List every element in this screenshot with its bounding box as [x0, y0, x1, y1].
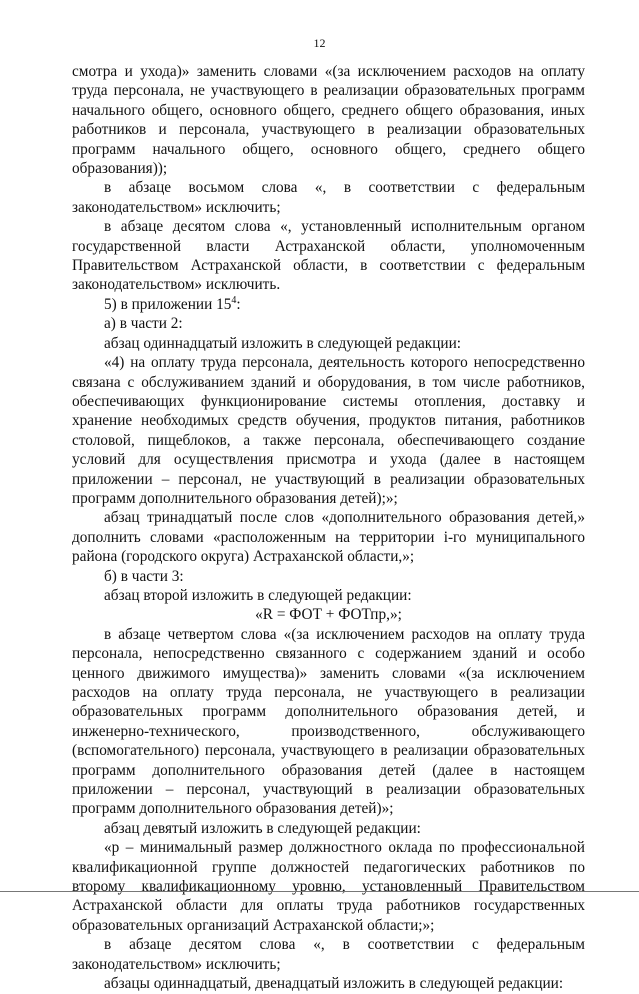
paragraph-14: «р – минимальный размер должностного оклада по профессиональной квалификационной группе должностей педагогических работников по второму квалификационному уровню, установленный Правительством Астраханской области для оплаты труда работников государственных образовательных организаций Астраханской области;»;: [72, 839, 585, 934]
paragraph-8: абзац тринадцатый после слов «дополнительного образования детей,» дополнить словами «расположенным на территории i-го муниципального района (городского округа) Астраханской области,»;: [72, 509, 585, 566]
bottom-divider: [0, 891, 639, 892]
paragraph-9: б) в части 3:: [104, 567, 184, 585]
appendix-reference: 5) в приложении 15: [104, 295, 232, 313]
paragraph-12: в абзаце четвертом слова «(за исключением расходов на оплату труда персонала, непосредственно связанного с содержанием зданий и особо ценного движимого имущества)» заменить словами «(за исключением расходов на оплату труда персонала, не участвующего в реализации образовательных программ дополнительного образования детей, и инженерно-технического, производственного, обслуживающего (вспомогательного) персонала, участвующего в реализации образовательных программ дополнительного образования детей (далее в настоящем приложении – персонал, участвующий в реализации образовательных программ дополнительного образования детей)»;: [72, 625, 585, 818]
paragraph-1: смотра и ухода)» заменить словами «(за исключением расходов на оплату труда персонала, не участвующего в реализации образовательных программ начального общего, основного общего, среднего общего образования, иных работников и персонала, участвующего в реализации образовательных программ начального общего, основного общего, среднего общего образования));: [72, 63, 585, 178]
appendix-superscript: 4: [231, 294, 237, 306]
paragraph-2: в абзаце восьмом слова «, в соответствии с федеральным законодательством» исключить;: [72, 179, 585, 216]
paragraph-3: в абзаце десятом слова «, установленный исполнительным органом государственной власти Астраханской области, уполномоченным Правительством Астраханской области, в соответствии с федеральным законодательством» исключить.: [72, 218, 585, 294]
formula: «R = ФОТ + ФОТпр,»;: [255, 606, 402, 624]
paragraph-7: «4) на оплату труда персонала, деятельность которого непосредственно связана с обслуживанием зданий и оборудования, в том числе работников, обеспечивающих функционирование системы отопления, доставку и хранение необходимых средств обучения, продуктов питания, работников столовой, пищеблоков, а также персонала, обеспечивающего создание условий для осуществления присмотра и ухода (далее в настоящем приложении – персонал, не участвующий в реализации образовательных программ дополнительного образования детей);»;: [72, 354, 585, 507]
document-body: [72, 62, 585, 994]
paragraph-13: абзац девятый изложить в следующей редакции:: [104, 819, 421, 837]
paragraph-5: а) в части 2:: [104, 315, 183, 333]
paragraph-16: абзацы одиннадцатый, двенадцатый изложить в следующей редакции:: [104, 975, 564, 993]
paragraph-6: абзац одиннадцатый изложить в следующей редакции:: [104, 334, 462, 352]
paragraph-4: [72, 295, 585, 314]
paragraph-15: в абзаце десятом слова «, в соответствии с федеральным законодательством» исключить;: [72, 936, 585, 973]
page-number: 12: [313, 36, 326, 50]
paragraph-10: абзац второй изложить в следующей редакции:: [104, 586, 412, 604]
appendix-tail: :: [236, 295, 241, 313]
